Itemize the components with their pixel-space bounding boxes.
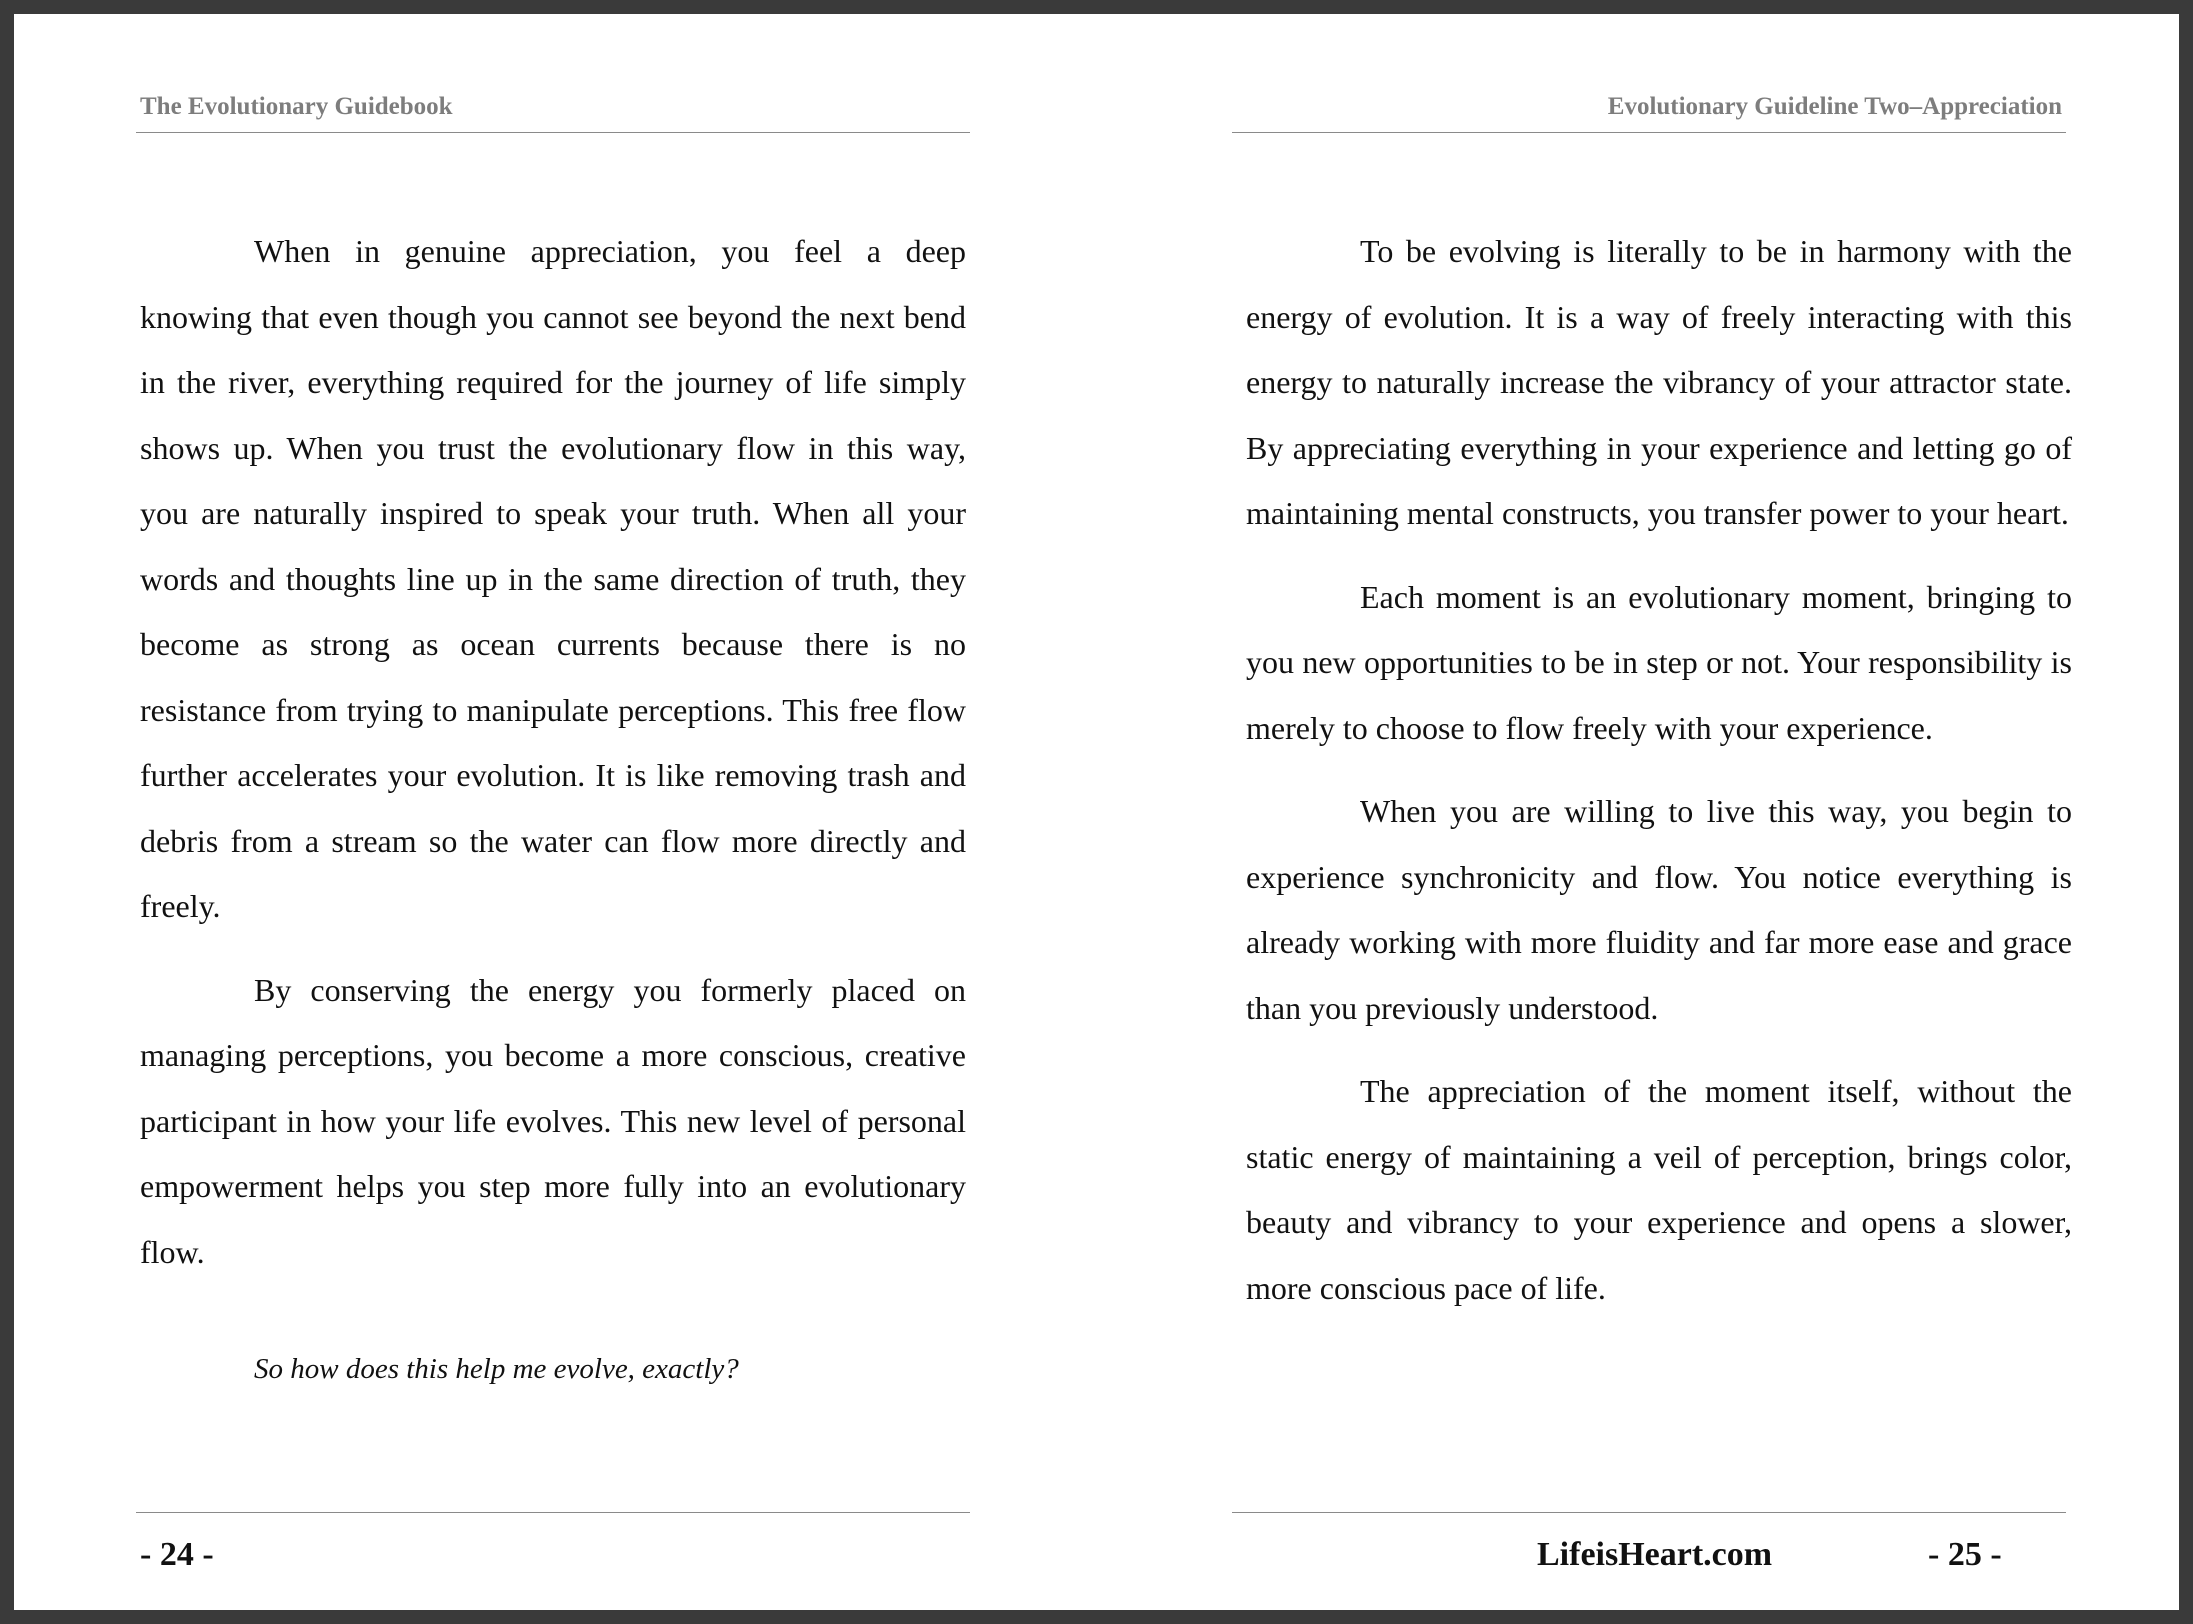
page-number-right: - 25 - bbox=[1928, 1536, 2002, 1573]
chapter-title: Evolutionary Guideline Two–Appreciation bbox=[1607, 93, 2062, 120]
left-page-body bbox=[140, 219, 966, 1421]
website-footer: LifeisHeart.com bbox=[1537, 1536, 1773, 1573]
right-page bbox=[1232, 14, 2084, 1610]
book-spread bbox=[14, 14, 2179, 1610]
running-head-left bbox=[136, 90, 970, 133]
paragraph: By conserving the energy you formerly placed on managing perceptions, you become a more conscious, creative participant in how your life evolves. This new level of personal empowerment helps you step more fully into an evolutionary flow. bbox=[140, 971, 966, 1270]
paragraph: To be evolving is literally to be in harmony with the energy of evolution. It is a way of freely interacting with this energy to naturally increase the vibrancy of your attractor state. By appreciating everything in your experience and letting go of maintaining mental constructs, you transfer power to your heart. bbox=[1246, 233, 2072, 531]
paragraph: When in genuine appreciation, you feel a deep knowing that even though you cannot see beyond the next bend in the river, everything required for the journey of life simply shows up. When you trust the evolutionary flow in this way, you are naturally inspired to speak your truth. When all your words and thoughts line up in the same direction of truth, they become as strong as ocean currents because there is no resistance from trying to manipulate perceptions. This free flow further accelerates your evolution. It is like removing trash and debris from a stream so the water can flow more directly and freely. bbox=[140, 233, 966, 924]
book-title: The Evolutionary Guidebook bbox=[140, 93, 453, 120]
footer-rule-right bbox=[1232, 1512, 2066, 1513]
paragraph: The appreciation of the moment itself, without the static energy of maintaining a veil of perception, brings color, beauty and vibrancy to your experience and opens a slower, more conscious pace of life. bbox=[1246, 1073, 2072, 1306]
right-page-body bbox=[1246, 219, 2072, 1339]
footer-rule-left bbox=[136, 1512, 970, 1513]
running-head-right bbox=[1232, 90, 2066, 133]
question-heading: So how does this help me evolve, exactly? bbox=[254, 1353, 739, 1385]
page-number-left: - 24 - bbox=[140, 1536, 214, 1573]
paragraph: Each moment is an evolutionary moment, bringing to you new opportunities to be in step or not. Your responsibility is merely to choose to flow freely with your experience. bbox=[1246, 578, 2072, 746]
left-page bbox=[122, 14, 974, 1610]
paragraph: When you are willing to live this way, you begin to experience synchronicity and flow. You notice everything is already working with more fluidity and far more ease and grace than you previously understood. bbox=[1246, 793, 2072, 1026]
